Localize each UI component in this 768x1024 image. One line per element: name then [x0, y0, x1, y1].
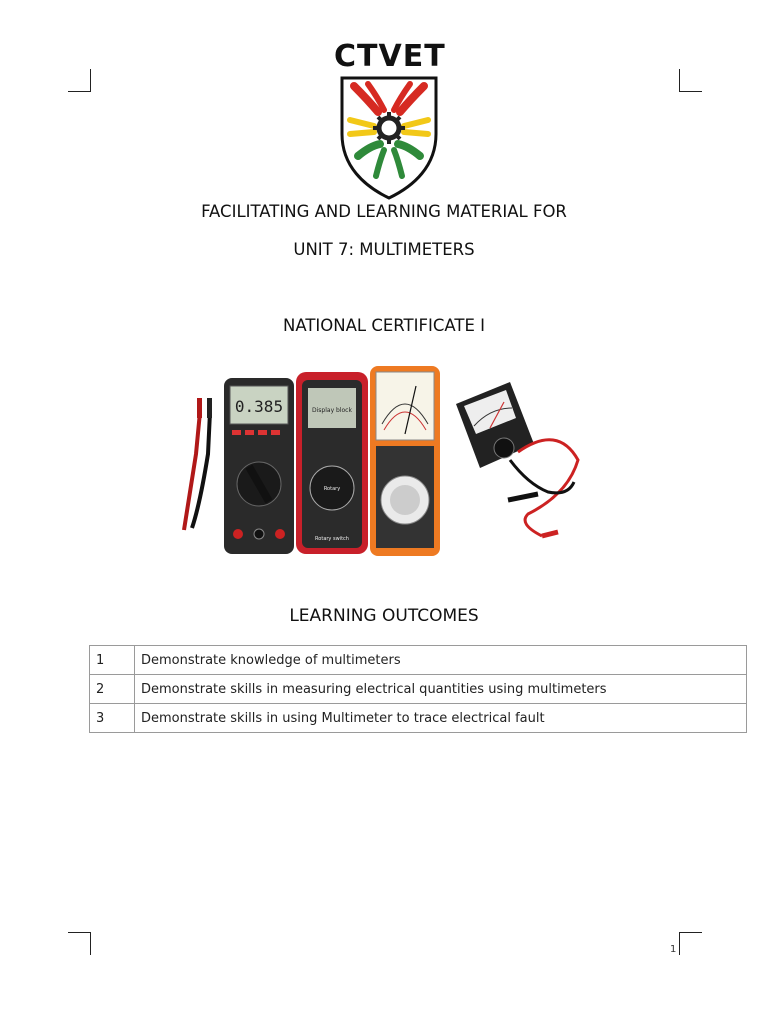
outcome-number: 3 — [90, 704, 135, 733]
outcome-text: Demonstrate skills in using Multimeter to trace electrical fault — [135, 704, 747, 733]
crop-mark-bottom-left — [68, 932, 91, 955]
unit-title: UNIT 7: MULTIMETERS — [293, 240, 475, 259]
crop-mark-top-right — [679, 69, 702, 92]
multimeters-photo — [178, 364, 590, 562]
analog-multimeter-orange — [370, 366, 440, 556]
outcome-text: Demonstrate skills in measuring electrical quantities using multimeters — [135, 675, 747, 704]
outcome-number: 1 — [90, 646, 135, 675]
outcome-text: Demonstrate knowledge of multimeters — [135, 646, 747, 675]
table-row — [90, 646, 747, 675]
learning-outcomes-title: LEARNING OUTCOMES — [289, 606, 479, 626]
meter1-display: 0.385 — [234, 397, 284, 416]
crop-mark-bottom-right — [679, 932, 702, 955]
meter2-display-label: Display block — [312, 407, 352, 414]
digital-multimeter-1 — [224, 378, 294, 554]
outcome-number: 2 — [90, 675, 135, 704]
document-title: FACILITATING AND LEARNING MATERIAL FOR — [201, 202, 567, 221]
analog-multimeter-black — [456, 382, 578, 536]
table-row — [90, 704, 747, 733]
ctvet-logo — [334, 40, 444, 202]
logo-wordmark: CTVET — [334, 39, 446, 74]
svg-text:Rotary: Rotary — [323, 486, 341, 492]
shield-emblem-icon — [338, 76, 440, 200]
page-number: 1 — [670, 944, 677, 955]
learning-outcomes-table — [89, 645, 747, 733]
table-row — [90, 675, 747, 704]
certificate-title: NATIONAL CERTIFICATE I — [282, 316, 485, 335]
crop-mark-top-left — [68, 69, 91, 92]
meter2-switch-label: Rotary switch — [315, 536, 349, 542]
digital-multimeter-2 — [296, 372, 368, 554]
